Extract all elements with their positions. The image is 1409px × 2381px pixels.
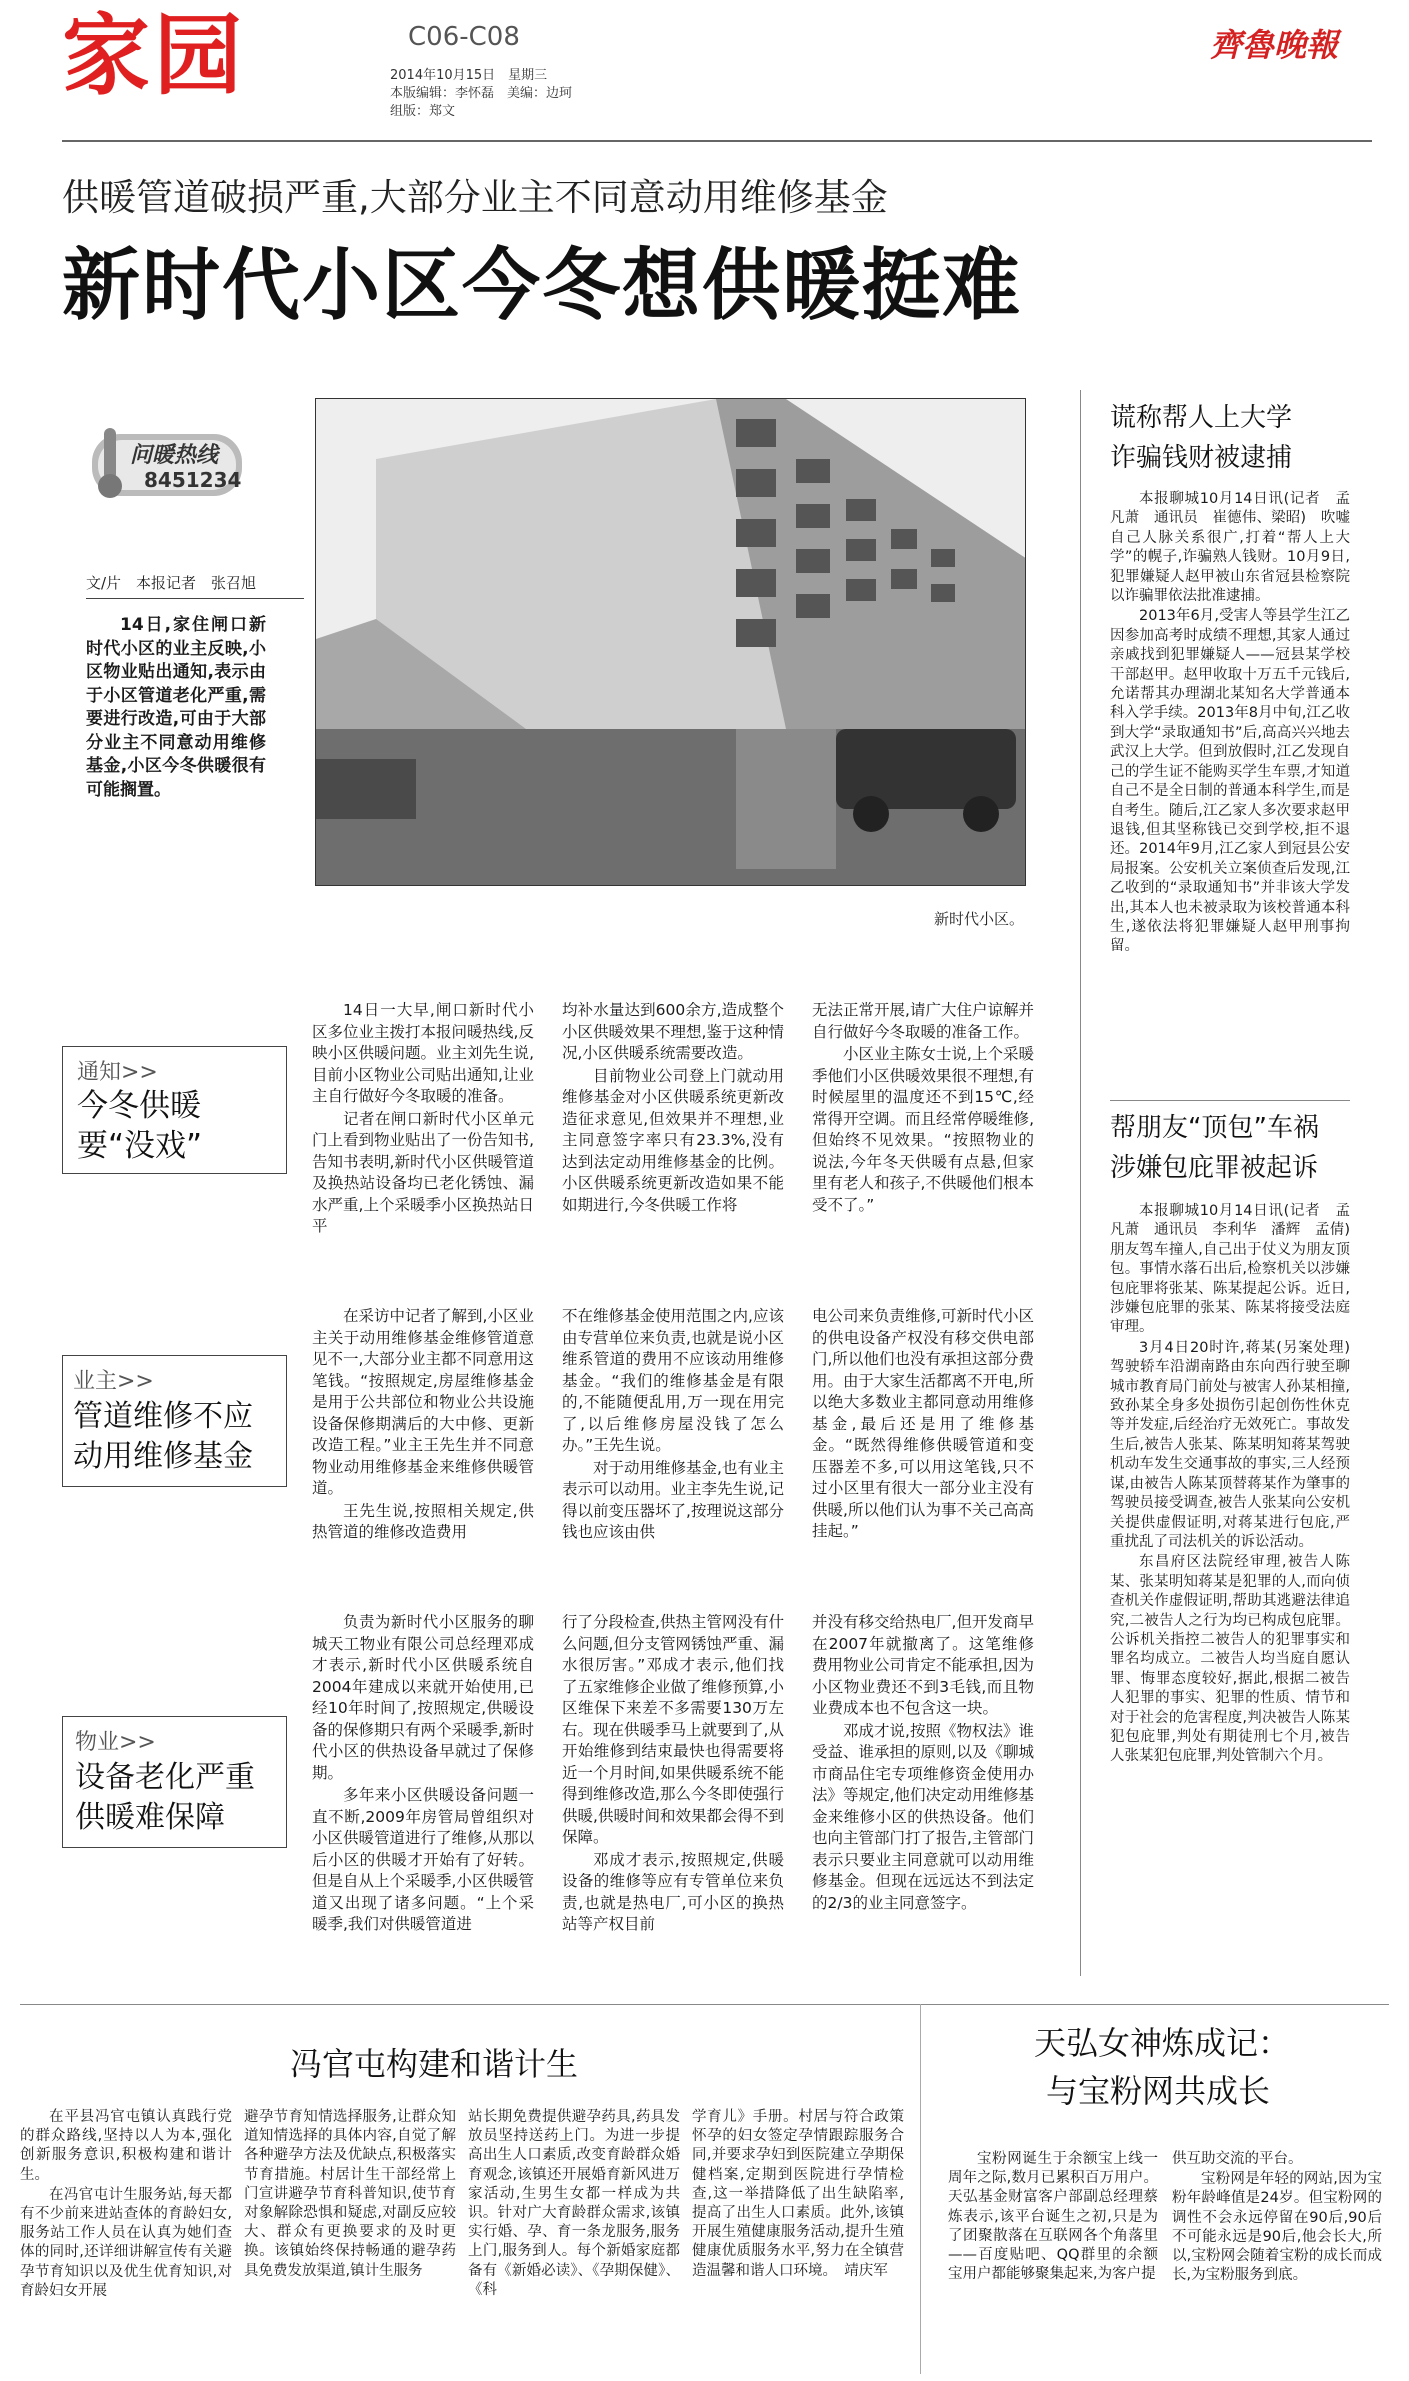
paragraph: 多年来小区供暖设备问题一直不断,2009年房管局曾组织对小区供暖管道进行了维修,从那以后小区的供暖才开始有了好转。但是自从上个采暖季,小区供暖管道又出现了诸多问题。“上个采暖季,我们对供暖管道进 xyxy=(312,1786,534,1933)
bottom-left-col1 xyxy=(20,2108,232,2302)
paragraph: 负责为新时代小区服务的聊城天工物业有限公司总经理邓成才表示,新时代小区供暖系统自2004年建成以来就开始使用,已经10年时间了,按照规定,供暖设备的保修期只有两个采暖季,新时代小区的供热设备早就过了保修期。 xyxy=(312,1613,534,1782)
section-title-property-line2: 供暖难保障 xyxy=(75,1800,225,1835)
bottom-left-col3 xyxy=(468,2108,680,2301)
section-title-notice-line1: 今冬供暖 xyxy=(77,1088,201,1124)
paragraph: 14日一大早,闸口新时代小区多位业主拨打本报问暖热线,反映小区供暖问题。业主刘先生说,目前小区物业公司贴出通知,让业主自行做好今冬取暖的准备。 xyxy=(312,1001,534,1105)
hotline-number: 8451234 xyxy=(144,468,242,492)
section-title-owners-line1: 管道维修不应 xyxy=(73,1399,253,1434)
block2-col3 xyxy=(812,1306,1034,1544)
bottom-vertical-rule xyxy=(920,2004,921,2374)
bottom-left-col4 xyxy=(692,2108,904,2282)
byline-rule xyxy=(86,598,304,599)
paragraph: 电公司来负责维修,可新时代小区的供电设备产权没有移交供电部门,所以他们也没有承担这部分费用。由于大家生活都离不开电,所以绝大多数业主都同意动用维修基金,最后还是用了维修基金。“既然得维修供暖管道和变压器差不多,可以用这笔钱,只不过小区里有很大一部分业主没有供暖,所以他们认为事不关己高高挂起。” xyxy=(812,1307,1034,1540)
side-story-2 xyxy=(1110,1108,1365,1768)
block1-col3 xyxy=(812,1000,1034,1217)
side2-title-line2: 涉嫌包庇罪被起诉 xyxy=(1110,1153,1319,1183)
block2-col2 xyxy=(562,1306,784,1545)
hotline-label: 问暖热线 xyxy=(130,443,219,468)
side-story-1 xyxy=(1110,398,1350,958)
hotline-badge xyxy=(86,420,254,508)
bottom-right-title-line1: 天弘女神炼成记： xyxy=(1034,2024,1291,2062)
paragraph: 站长期免费提供避孕药具,药具发放员坚持送药上门。为进一步提高出生人口素质,改变育龄群众婚育观念,该镇还开展婚育新风进万家活动,生男生女都一样成为共识。针对广大育龄群众需求,该镇实行婚、孕、育一条龙服务,服务上门,服务到人。每个新婚家庭都备有《新婚必读》、《孕期保健》、《科 xyxy=(468,2109,680,2298)
paragraph: 无法正常开展,请广大住户谅解并自行做好今冬取暖的准备工作。 xyxy=(812,1001,1034,1041)
apartment-building-photo xyxy=(316,399,1026,886)
lead-paragraph xyxy=(86,614,266,803)
column-divider xyxy=(1080,390,1081,1976)
layout-line: 组版：郑文 xyxy=(390,104,456,119)
paragraph: 并没有移交给热电厂,但开发商早在2007年就撤离了。这笔维修费用物业公司肯定不能承担,因为小区物业费还不到3毛钱,而且物业费成本也不包含这一块。 xyxy=(812,1613,1034,1717)
paragraph: 在冯官屯计生服务站,每天都有不少前来进站查体的育龄妇女,服务站工作人员在认真为她们查体的同时,还详细讲解宣传有关避孕节育知识以及优生优育知识,对育龄妇女开展 xyxy=(20,2186,232,2299)
byline: 文/片 本报记者 张召旭 xyxy=(86,574,257,592)
section-box-owners xyxy=(62,1355,287,1487)
paragraph: 宝粉网是年轻的网站,因为宝粉年龄峰值是24岁。但宝粉网的调性不会永远停留在90后,90后不可能永远是90后,他会长大,所以,宝粉网会随着宝粉的成长而成长,为宝粉服务到底。 xyxy=(1172,2171,1382,2284)
side2-title-line1: 帮朋友“顶包”车祸 xyxy=(1110,1113,1319,1143)
paragraph: 3月4日20时许,蒋某(另案处理)驾驶轿车沿湖南路由东向西行驶至聊城市教育局门前处与被害人孙某相撞,致孙某全身多处损伤引起创伤性休克等并发症,后经治疗无效死亡。事故发生后,被告人张某、陈某明知蒋某驾驶机动车发生交通事故的事实,三人经预谋,由被告人陈某顶替蒋某作为肇事的驾驶员接受调查,被告人张某向公安机关提供虚假证明,对蒋某进行包庇,严重扰乱了司法机关的诉讼活动。 xyxy=(1110,1339,1350,1550)
block3-col3 xyxy=(812,1612,1034,1915)
news-photo xyxy=(315,398,1026,886)
photo-caption: 新时代小区。 xyxy=(934,910,1025,928)
section-tag-owners: 业主>> xyxy=(73,1369,154,1394)
paragraph: 王先生说,按照相关规定,供热管道的维修改造费用 xyxy=(312,1501,534,1541)
headline-title: 新时代小区今冬想供暖挺难 xyxy=(62,241,1023,331)
paragraph: 学育儿》手册。村居与符合政策怀孕的妇女签定孕情跟踪服务合同,并要求孕妇到医院建立孕期保健档案,定期到医院进行孕情检查,这一举措降低了出生缺陷率,提高了出生人口素质。此外,该镇开展生殖健康服务活动,提升生殖健康优质服务水平,努力在全镇营造温馨和谐人口环境。 靖庆军 xyxy=(692,2109,904,2279)
bottom-right-title-line2: 与宝粉网共成长 xyxy=(1046,2072,1271,2110)
section-title-property-line1: 设备老化严重 xyxy=(75,1760,255,1795)
section-tag-property: 物业>> xyxy=(75,1730,156,1755)
paragraph: 邓成才表示,按照规定,供暖设备的维修等应有专管单位来负责,也就是热电厂,可小区的换热站等产权目前 xyxy=(562,1850,784,1933)
paragraph: 2013年6月,受害人等县学生江乙因参加高考时成绩不理想,其家人通过亲戚找到犯罪嫌疑人——冠县某学校干部赵甲。赵甲收取十万五千元钱后,允诺帮其办理湖北某知名大学普通本科入学手续。2013年8月中旬,江乙收到大学“录取通知书”后,高高兴兴地去武汉上大学。但到放假时,江乙发现自己的学生证不能购买学生车票,才知道自己不是全日制的普通本科学生,而是自考生。随后,江乙家人多次要求赵甲退钱,但其坚称钱已交到学校,拒不退还。2014年9月,江乙家人到冠县公安局报案。公安机关立案侦查后发现,江乙收到的“录取通知书”并非该大学发出,其本人也未被录取为该校普通本科生,遂依法将犯罪嫌疑人赵甲刑事拘留。 xyxy=(1110,608,1350,955)
bottom-section-rule xyxy=(20,2004,1389,2005)
paragraph: 行了分段检查,供热主管网没有什么问题,但分支管网锈蚀严重、漏水很厉害。”邓成才表示,他们找了五家维修企业做了维修预算,小区维保下来差不多需要130万左右。现在供暖季马上就要到了,从开始维修到结束最快也得需要将近一个月时间,如果供暖系统不能得到维修改造,那么今冬即使强行供暖,供暖时间和效果都会得不到保障。 xyxy=(562,1613,784,1846)
paragraph: 小区业主陈女士说,上个采暖季他们小区供暖效果很不理想,有时候屋里的温度还不到15℃,经常得开空调。而且经常停暖维修,但始终不见效果。“按照物业的说法,今年冬天供暖有点悬,但家里有老人和孩子,不供暖他们根本受不了。” xyxy=(812,1045,1034,1214)
paragraph: 记者在闸口新时代小区单元门上看到物业贴出了一份告知书,告知书表明,新时代小区供暖管道及换热站设备均已老化锈蚀、漏水严重,上个采暖季小区换热站日平 xyxy=(312,1109,534,1235)
masthead-rule xyxy=(62,140,1372,142)
paragraph: 东昌府区法院经审理,被告人陈某、张某明知蒋某是犯罪的人,而向侦查机关作虚假证明,帮助其逃避法律追究,二被告人之行为均已构成包庇罪。公诉机关指控二被告人的犯罪事实和罪名均成立。二被告人均当庭自愿认罪、悔罪态度较好,据此,根据二被告人犯罪的事实、犯罪的性质、情节和对于社会的危害程度,判决被告人陈某犯包庇罪,判处有期徒刑七个月,被告人张某犯包庇罪,判处管制六个月。 xyxy=(1110,1554,1350,1765)
bottom-right-col1 xyxy=(948,2150,1158,2285)
editor-line: 本版编辑：李怀磊 美编：边珂 xyxy=(390,86,573,101)
block1-col1 xyxy=(312,1000,534,1239)
side1-title-line2: 诈骗钱财被逮捕 xyxy=(1110,443,1293,473)
section-title-owners-line2: 动用维修基金 xyxy=(73,1439,253,1474)
paragraph: 本报聊城10月14日讯(记者 孟凡萧 通讯员 李利华 潘辉 孟倩) 朋友驾车撞人,自己出于仗义为朋友顶包。事情水落石出后,检察机关以涉嫌包庇罪将张某、陈某提起公诉。近日,涉嫌包庇罪的张某、陈某将接受法庭审理。 xyxy=(1110,1203,1365,1336)
section-title: 家园 xyxy=(62,4,247,107)
paragraph: 目前物业公司登上门就动用维修基金对小区供暖系统更新改造征求意见,但效果并不理想,业主同意签字率只有23.3%,没有达到法定动用维修基金的比例。小区供暖系统更新改造如果不能如期进行,今冬供暖工作将 xyxy=(562,1066,784,1214)
block2-col1 xyxy=(312,1306,534,1545)
paragraph: 不在维修基金使用范围之内,应该由专营单位来负责,也就是说小区维系管道的费用不应该动用维修基金。“我们的维修基金是有限的,不能随便乱用,万一现在用完了,以后维修房屋没钱了怎么办。”王先生说。 xyxy=(562,1307,784,1454)
side1-title-line1: 谎称帮人上大学 xyxy=(1110,403,1293,433)
bottom-right-col2 xyxy=(1172,2150,1382,2286)
paper-logo: 齊魯晚報 xyxy=(1210,26,1339,64)
masthead xyxy=(0,0,1409,130)
bottom-left-col2 xyxy=(244,2108,456,2282)
paragraph: 均补水量达到600余方,造成整个小区供暖效果不理想,鉴于这种情况,小区供暖系统需要改造。 xyxy=(562,1001,784,1062)
paragraph: 邓成才说,按照《物权法》谁受益、谁承担的原则,以及《聊城市商品住宅专项维修资金使用办法》等规定,他们决定动用维修基金来维修小区的供热设备。他们也向主管部门打了报告,主管部门表示只要业主同意就可以动用维修基金。但现在远远达不到法定的2/3的业主同意签字。 xyxy=(812,1721,1034,1912)
headline-kicker: 供暖管道破损严重,大部分业主不同意动用维修基金 xyxy=(62,176,888,219)
block3-col1 xyxy=(312,1612,534,1937)
paragraph: 本报聊城10月14日讯(记者 孟凡萧 通讯员 崔德伟、梁昭) 吹嘘自己人脉关系很广,打着“帮人上大学”的幌子,诈骗熟人钱财。10月9日,犯罪嫌疑人赵甲被山东省冠县检察院以诈骗罪依法批准逮捕。 xyxy=(1110,491,1350,605)
paragraph: 供互助交流的平台。 xyxy=(1172,2151,1303,2167)
paragraph: 对于动用维修基金,也有业主表示可以动用。业主李先生说,记得以前变压器坏了,按理说这部分钱也应该由供 xyxy=(562,1458,784,1541)
section-box-notice xyxy=(62,1046,287,1174)
section-box-property xyxy=(62,1716,287,1848)
block1-col2 xyxy=(562,1000,784,1217)
bottom-left-title: 冯官屯构建和谐计生 xyxy=(290,2045,579,2083)
paragraph: 在平县冯官屯镇认真践行党的群众路线,坚持以人为本,强化创新服务意识,积极构建和谐计生。 xyxy=(20,2109,232,2183)
paragraph: 宝粉网诞生于余额宝上线一周年之际,数月已累积百万用户。天弘基金财富客户部副总经理蔡炼表示,该平台诞生之初,只是为了团聚散落在互联网各个角落里——百度贴吧、QQ群里的余额宝用户都能够聚集起来,为客户提 xyxy=(948,2151,1158,2283)
section-title-notice-line2: 要“没戏” xyxy=(77,1128,203,1164)
section-tag-notice: 通知>> xyxy=(77,1060,158,1085)
page-numbers: C06-C08 xyxy=(408,22,520,52)
lead-text: 14日,家住闸口新时代小区的业主反映,小区物业贴出通知,表示由于小区管道老化严重,需要进行改造,可由于大部分业主不同意动用维修基金,小区今冬供暖很有可能搁置。 xyxy=(86,615,266,800)
paragraph: 避孕节育知情选择服务,让群众知道知情选择的具体内容,自觉了解各种避孕方法及优缺点,积极落实节育措施。村居计生干部经常上门宣讲避孕节育科普知识,使节育对象解除恐惧和疑虑,对副反应较大、群众有更换要求的及时更换。该镇始终保持畅通的避孕药具免费发放渠道,镇计生服务 xyxy=(244,2109,456,2279)
block3-col2 xyxy=(562,1612,784,1937)
paragraph: 在采访中记者了解到,小区业主关于动用维修基金维修管道意见不一,大部分业主都不同意用这笔钱。“按照规定,房屋维修基金是用于公共部位和物业公共设施设备保修期满后的大中修、更新改造工程。”业主王先生并不同意物业动用维修基金来维修供暖管道。 xyxy=(312,1307,534,1497)
date-line: 2014年10月15日 星期三 xyxy=(390,68,548,83)
side-divider xyxy=(1110,1100,1350,1101)
